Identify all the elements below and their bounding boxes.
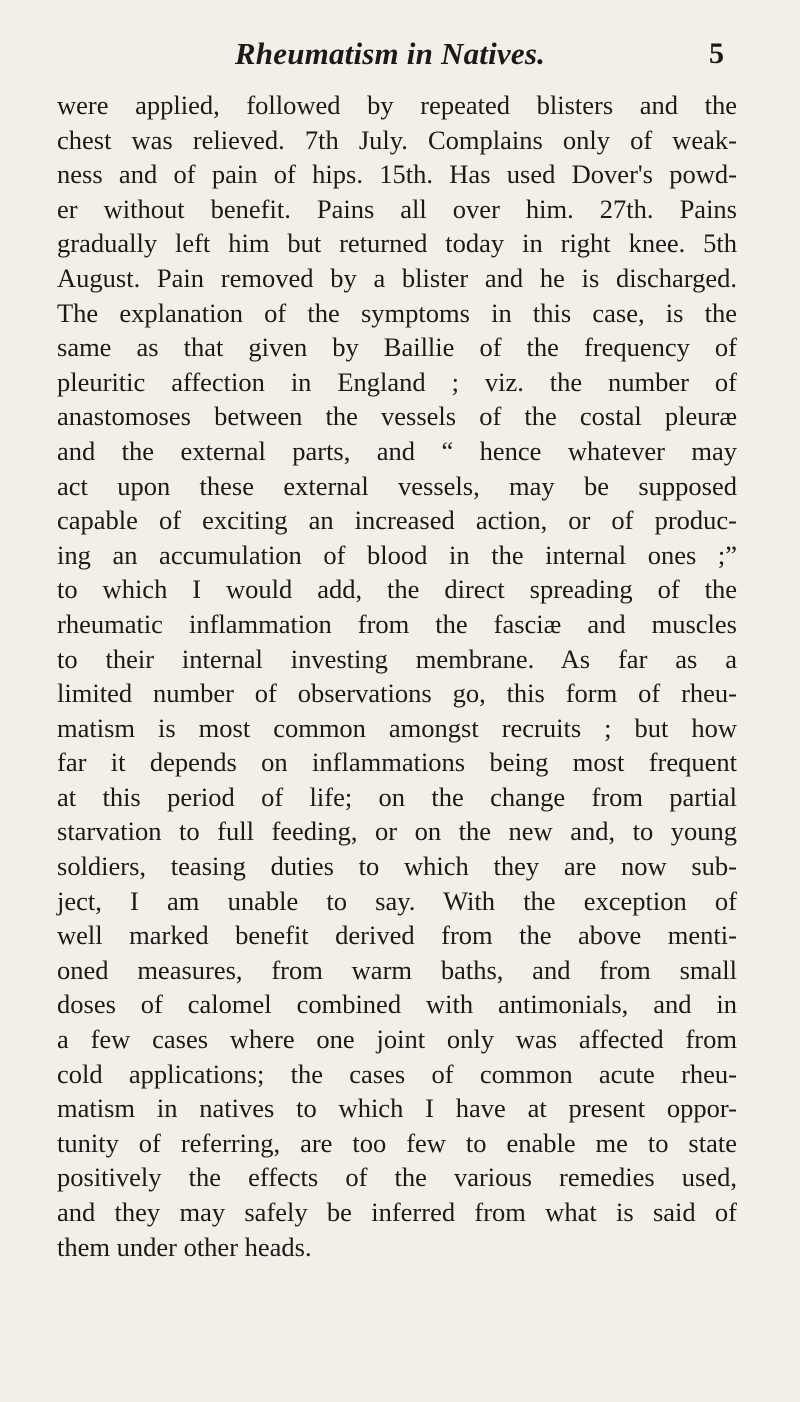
text-line: positively the effects of the various remedies used, (57, 1162, 737, 1193)
text-line: pleuritic affection in England ; viz. the number of (57, 366, 737, 397)
text-line: to which I would add, the direct spreading of the (57, 574, 737, 605)
text-line: gradually left him but returned today in right knee. 5th (57, 228, 737, 259)
text-line: limited number of observations go, this form of rheu- (57, 678, 737, 709)
text-line: tunity of referring, are too few to enable me to state (57, 1127, 737, 1158)
text-line: chest was relieved. 7th July. Complains only of weak- (57, 124, 737, 155)
text-line: The explanation of the symptoms in this case, is the (57, 297, 737, 328)
text-line: ject, I am unable to say. With the exception of (57, 885, 737, 916)
text-line: soldiers, teasing duties to which they are now sub- (57, 851, 737, 882)
text-line: starvation to full feeding, or on the new and, to young (57, 816, 737, 847)
text-line: capable of exciting an increased action, or of produc- (57, 505, 737, 536)
text-line: doses of calomel combined with antimonials, and in (57, 989, 737, 1020)
text-line: matism in natives to which I have at present oppor- (57, 1093, 737, 1124)
text-line: at this period of life; on the change from partial (57, 781, 737, 812)
text-line: act upon these external vessels, may be supposed (57, 470, 737, 501)
text-line: cold applications; the cases of common acute rheu- (57, 1058, 737, 1089)
text-line: anastomoses between the vessels of the costal pleuræ (57, 401, 737, 432)
text-line: er without benefit. Pains all over him. 27th. Pains (57, 193, 737, 224)
body-text (57, 88, 737, 1264)
text-line: rheumatic inflammation from the fasciæ and muscles (57, 608, 737, 639)
text-line: well marked benefit derived from the above menti- (57, 920, 737, 951)
text-line: far it depends on inflammations being most frequent (57, 747, 737, 778)
text-line: and they may safely be inferred from what is said of (57, 1197, 737, 1227)
text-line: ness and of pain of hips. 15th. Has used Dover's powd- (57, 159, 737, 190)
text-line: same as that given by Baillie of the frequency of (57, 332, 737, 363)
text-line: a few cases where one joint only was affected from (57, 1024, 737, 1055)
text-line: oned measures, from warm baths, and from small (57, 954, 737, 985)
text-line: and the external parts, and “ hence whatever may (57, 435, 737, 466)
text-line: ing an accumulation of blood in the internal ones ;” (57, 539, 737, 570)
page-number: 5 (709, 37, 724, 70)
text-line: matism is most common amongst recruits ; but how (57, 712, 737, 743)
text-line: were applied, followed by repeated blisters and the (57, 90, 737, 120)
text-line: them under other heads. (57, 1231, 312, 1262)
text-line: to their internal investing membrane. As far as a (57, 643, 737, 674)
running-head (60, 34, 724, 74)
text-line: August. Pain removed by a blister and he is discharged. (57, 262, 737, 293)
running-title: Rheumatism in Natives. (234, 36, 546, 71)
